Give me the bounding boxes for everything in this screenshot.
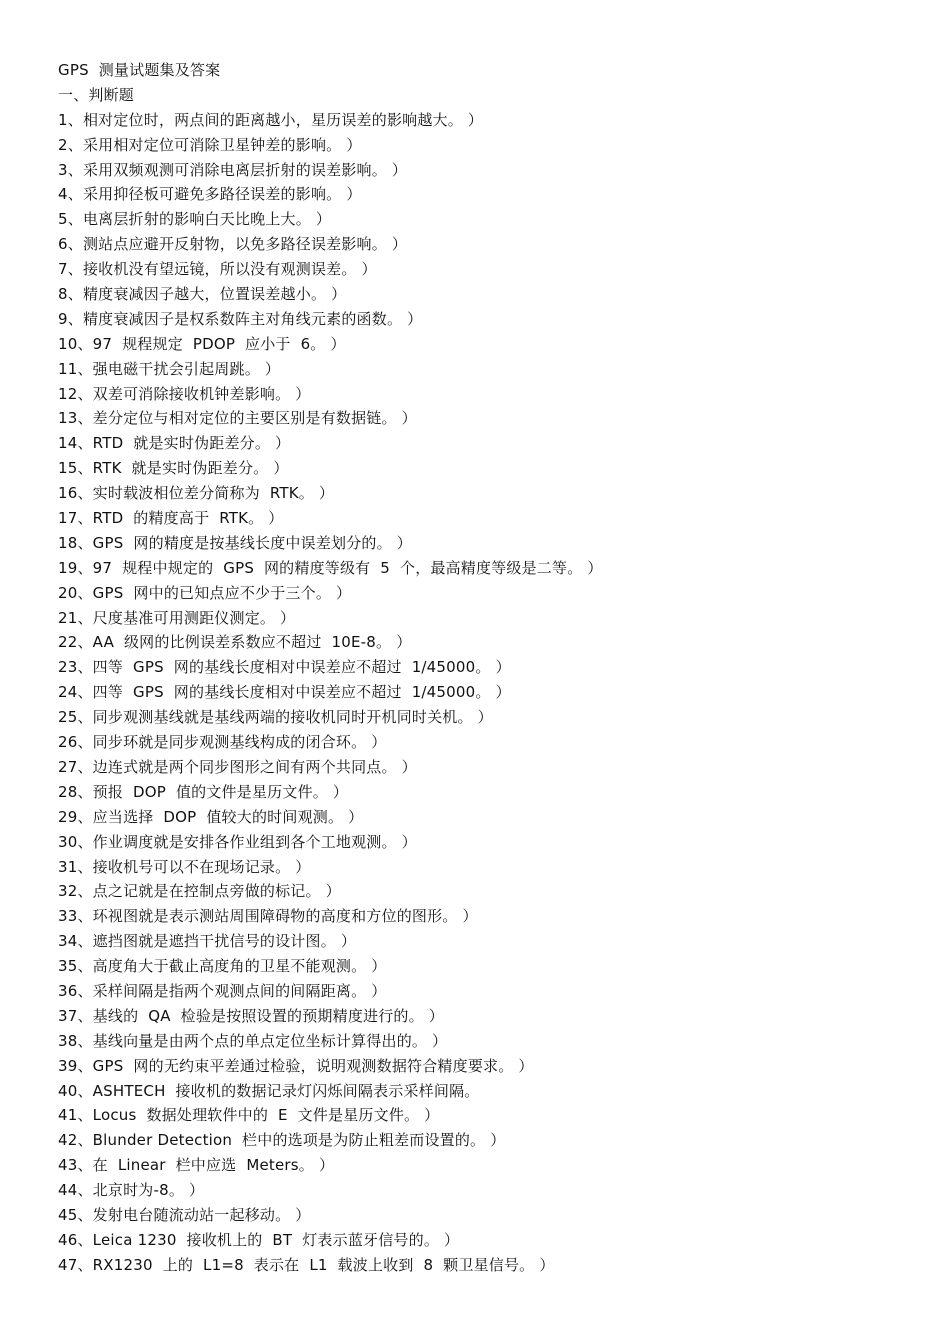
question-item: 44、北京时为-8。 ） [58, 1181, 205, 1200]
question-item: 27、边连式就是两个同步图形之间有两个共同点。 ） [58, 757, 417, 776]
question-list [58, 108, 918, 1278]
question-item: 39、GPS 网的无约束平差通过检验，说明观测数据符合精度要求。 ） [58, 1056, 534, 1075]
question-item: 1、相对定位时，两点间的距离越小，星历误差的影响越大。 ） [58, 110, 484, 129]
question-item: 16、实时载波相位差分简称为 RTK。 ） [58, 484, 335, 503]
question-item: 12、双差可消除接收机钟差影响。 ） [58, 384, 311, 403]
question-item: 23、四等 GPS 网的基线长度相对中误差应不超过 1/45000。 ） [58, 658, 511, 677]
question-item: 11、强电磁干扰会引起周跳。 ） [58, 359, 281, 378]
question-item: 24、四等 GPS 网的基线长度相对中误差应不超过 1/45000。 ） [58, 683, 511, 702]
question-item: 13、差分定位与相对定位的主要区别是有数据链。 ） [58, 409, 417, 428]
question-item: 5、电离层折射的影响白天比晚上大。 ） [58, 210, 332, 229]
question-item: 10、97 规程规定 PDOP 应小于 6。 ） [58, 334, 346, 353]
question-item: 20、GPS 网中的已知点应不少于三个。 ） [58, 583, 352, 602]
question-item: 38、基线向量是由两个点的单点定位坐标计算得出的。 ） [58, 1031, 448, 1050]
question-item: 37、基线的 QA 检验是按照设置的预期精度进行的。 ） [58, 1006, 444, 1025]
question-item: 33、环视图就是表示测站周围障碍物的高度和方位的图形。 ） [58, 907, 478, 926]
question-item: 21、尺度基准可用测距仪测定。 ） [58, 608, 296, 627]
question-item: 26、同步环就是同步观测基线构成的闭合环。 ） [58, 733, 387, 752]
question-item: 25、同步观测基线就是基线两端的接收机同时开机同时关机。 ） [58, 708, 493, 727]
document-title: GPS 测量试题集及答案 [58, 61, 221, 79]
question-item: 45、发射电台随流动站一起移动。 ） [58, 1205, 311, 1224]
question-item: 14、RTD 就是实时伪距差分。 ） [58, 434, 291, 453]
question-item: 47、RX1230 上的 L1=8 表示在 L1 载波上收到 8 颗卫星信号。 ） [58, 1255, 555, 1274]
question-item: 29、应当选择 DOP 值较大的时间观测。 ） [58, 807, 364, 826]
question-item: 35、高度角大于截止高度角的卫星不能观测。 ） [58, 957, 387, 976]
question-item: 41、Locus 数据处理软件中的 E 文件是星历文件。 ） [58, 1106, 440, 1125]
question-item: 15、RTK 就是实时伪距差分。 ） [58, 459, 289, 478]
question-item: 6、测站点应避开反射物，以免多路径误差影响。 ） [58, 235, 408, 254]
question-item: 31、接收机号可以不在现场记录。 ） [58, 857, 311, 876]
question-item: 28、预报 DOP 值的文件是星历文件。 ） [58, 782, 349, 801]
question-item: 30、作业调度就是安排各作业组到各个工地观测。 ） [58, 832, 417, 851]
question-item: 9、精度衰减因子是权系数阵主对角线元素的函数。 ） [58, 309, 423, 328]
question-item: 34、遮挡图就是遮挡干扰信号的设计图。 ） [58, 932, 357, 951]
question-item: 18、GPS 网的精度是按基线长度中误差划分的。 ） [58, 533, 412, 552]
section-heading: 一、判断题 [58, 85, 135, 104]
document-body [58, 58, 918, 1278]
question-item: 43、在 Linear 栏中应选 Meters。 ） [58, 1156, 335, 1175]
question-item: 2、采用相对定位可消除卫星钟差的影响。 ） [58, 135, 362, 154]
question-item: 22、AA 级网的比例误差系数应不超过 10E-8。 ） [58, 633, 412, 652]
question-item: 4、采用抑径板可避免多路径误差的影响。 ） [58, 185, 362, 204]
question-item: 36、采样间隔是指两个观测点间的间隔距离。 ） [58, 981, 387, 1000]
question-item: 8、精度衰减因子越大，位置误差越小。 ） [58, 285, 347, 304]
question-item: 7、接收机没有望远镜，所以没有观测误差。 ） [58, 260, 377, 279]
question-item: 40、ASHTECH 接收机的数据记录灯闪烁间隔表示采样间隔。 [58, 1081, 480, 1100]
question-item: 32、点之记就是在控制点旁做的标记。 ） [58, 882, 341, 901]
question-item: 19、97 规程中规定的 GPS 网的精度等级有 5 个，最高精度等级是二等。 ） [58, 558, 603, 577]
question-item: 46、Leica 1230 接收机上的 BT 灯表示蓝牙信号的。 ） [58, 1230, 460, 1249]
question-item: 42、Blunder Detection 栏中的选项是为防止粗差而设置的。 ） [58, 1131, 506, 1150]
question-item: 3、采用双频观测可消除电离层折射的误差影响。 ） [58, 160, 408, 179]
question-item: 17、RTD 的精度高于 RTK。 ） [58, 509, 284, 528]
